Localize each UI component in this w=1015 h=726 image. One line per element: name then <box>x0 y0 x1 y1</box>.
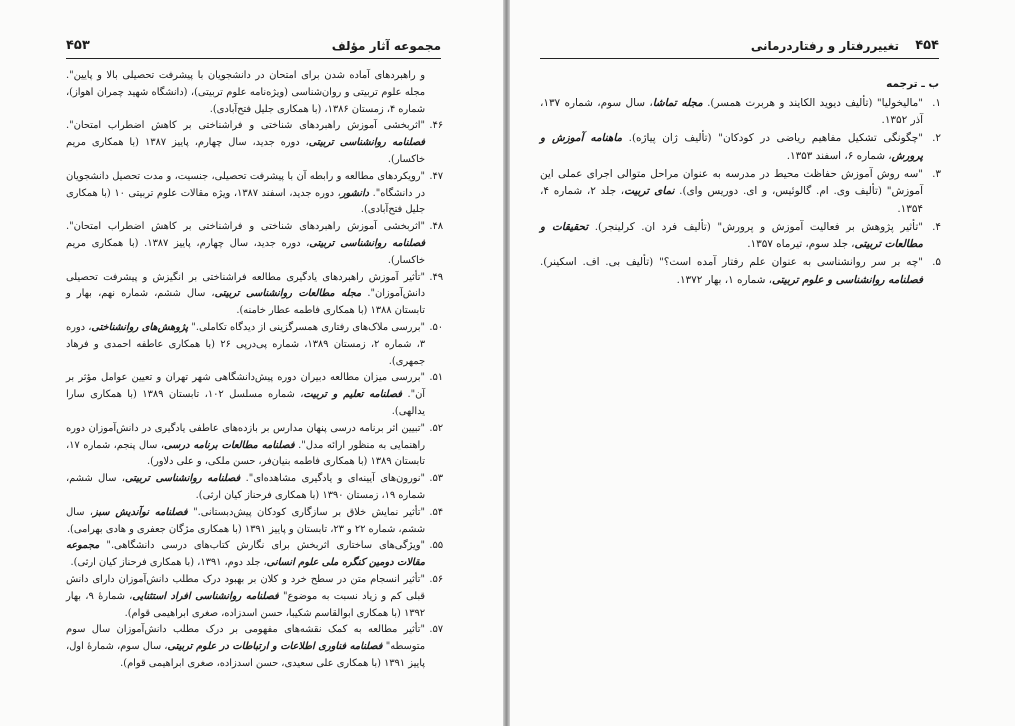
entry-details: ، شماره مسلسل ۱۰۲، تابستان ۱۳۸۹ (با همکاری سارا یدالهی). <box>66 389 425 417</box>
journal-title: مجله علوم تربیتی و روان‌شناسی (ویژه‌نامه علوم تربیتی) <box>194 86 425 98</box>
entry-number: ۵۱. <box>429 372 443 384</box>
entry-number: ۵۰. <box>429 321 443 333</box>
continuation-paragraph <box>66 68 441 118</box>
journal-title: دانشور <box>340 187 370 199</box>
journal-title: فصلنامه روانشناسی تربیتی <box>308 137 425 149</box>
bibliography-entry <box>66 320 441 370</box>
journal-title: تحقیقات و مطالعات تربیتی <box>540 220 923 251</box>
entry-details: ، شماره ۶، اسفند ۱۳۵۳. <box>786 149 892 162</box>
bibliography-entry <box>540 130 939 165</box>
entry-details: ، (دانشگاه شهید چمران اهواز)، شماره ۴، زمستان ۱۳۸۶، (با همکاری جلیل فتح‌آبادی). <box>66 86 425 115</box>
entry-text: "تأثیر انسجام متن در سطح خرد و کلان بر بهبود درک مطلب دانش‌آموزان دارای دانش قبلی کم و زیاد نسبت به موضوع" <box>66 573 425 602</box>
journal-title: پژوهش‌های روانشناختی <box>91 321 189 333</box>
entry-text: "چگونگی تشکیل مفاهیم ریاضی در کودکان" (تألیف ژان پیاژه). <box>622 132 923 145</box>
entry-details: ، سال ششم، شماره نهم، بهار و تابستان ۱۳۸۸ (با همکاری فاطمه عطار خامنه). <box>66 288 425 317</box>
right-page-body <box>540 76 939 289</box>
entry-text: "تأثیر آموزش راهبردهای یادگیری مطالعه فراشناختی بر انگیزش و پیشرفت تحصیلی دانش‌آموزان". <box>66 271 425 300</box>
entry-number: ۴۷. <box>429 170 443 182</box>
right-page <box>510 0 1015 726</box>
entry-number: ۵۷. <box>429 624 443 636</box>
entry-text: "چه بر سر روانشناسی به عنوان علم رفتار آمده است؟" (تألیف بی. اف. اسکینر). <box>540 256 923 269</box>
entry-text: "تأثیر پژوهش بر فعالیت آموزش و پرورش" (تألیف فرد ان. کرلینجر). <box>588 220 923 233</box>
entry-details: ، سال پنجم، شماره ۱۷، تابستان ۱۳۸۹ (با همکاری فاطمه بنیان‌فر، حسن ملکی، و علی دلاور). <box>66 439 425 468</box>
bibliography-entry <box>66 169 441 219</box>
journal-title: فصلنامه روانشناسی تربیتی <box>309 237 426 249</box>
entry-number: ۴۶. <box>429 120 443 132</box>
right-header-rule <box>540 58 939 59</box>
entry-number: ۱. <box>932 96 941 109</box>
entry-details: ، سال سوم، شمارهٔ اول، پاییز ۱۳۹۱ (با همکاری علی سعیدی، حسن اسدزاده، صغری ابراهیمی قوام). <box>66 641 425 669</box>
entry-number: ۵۴. <box>429 506 443 518</box>
bibliography-entry <box>66 572 441 622</box>
bibliography-entry <box>66 370 441 420</box>
entry-text: "بررسی ملاک‌های رفتاری همسرگزینی از دیدگاه تکاملی." <box>188 321 425 333</box>
entry-details: ، شمارهٔ ۹، بهار ۱۳۹۲ (با همکاری ابوالقاسم شکیبا، حسن اسدزاده، صغری ابراهیمی قوام). <box>66 590 425 619</box>
entry-text: "تبیین اثر برنامه درسی پنهان مدارس بر بازده‌های عاطفی یادگیری در دانش‌آموزان دوره راهنمایی به منظور ارائه مدل". <box>66 422 425 451</box>
journal-title: فصلنامه روانشناسی و علوم تربیتی <box>772 273 923 286</box>
bibliography-entry <box>540 95 939 130</box>
entry-number: ۴۸. <box>429 221 443 233</box>
left-page-running-title: مجموعه آثار مؤلف <box>331 39 441 53</box>
right-page-header <box>540 38 939 56</box>
bibliography-entry <box>66 471 441 505</box>
journal-title: فصلنامه تعلیم و تربیت <box>303 389 402 401</box>
entry-details: ، دوره جدید، سال چهارم، پاییز ۱۳۸۷ (با همکاری مریم خاکسار). <box>66 137 425 165</box>
entry-text: "نورون‌های آیینه‌ای و یادگیری مشاهده‌ای". <box>240 473 425 485</box>
entry-details: ، دوره ۳، شماره ۲، زمستان ۱۳۸۹، شماره پی‌درپی ۲۶ (با همکاری عاطفه احمدی و فرهاد جمهری). <box>66 321 426 367</box>
entry-number: ۴. <box>932 220 941 233</box>
journal-title: فصلنامه نوآندیش سبز <box>92 506 188 518</box>
entry-text: "تأثیر نمایش خلاق بر سازگاری کودکان پیش‌دبستانی." <box>187 506 425 518</box>
entry-number: ۴۹. <box>429 271 443 283</box>
entry-number: ۵۶. <box>429 573 443 585</box>
bibliography-entry <box>66 505 441 539</box>
entry-details: ، جلد ۲، شماره ۴، ۱۳۵۴. <box>540 185 923 215</box>
bibliography-entry <box>66 118 441 168</box>
section-heading: ب ـ ترجمه <box>886 78 939 90</box>
entry-details: ، جلد سوم، تیرماه ۱۳۵۷. <box>747 238 855 251</box>
right-page-running-title: تغییررفتار و رفتاردرمانی <box>750 39 899 53</box>
entry-text: "سه روش آموزش حفاظت محیط در مدرسه به عنوان مراحل متوالی اجرای عملی این آموزش" (تألیف وی. ام. گالوئیس، و ای. دوریس وای). <box>540 167 924 198</box>
left-page-number: ۴۵۳ <box>66 38 90 53</box>
left-page-header <box>66 38 441 56</box>
right-page-number: ۴۵۴ <box>915 38 939 53</box>
entry-text: "ویژگی‌های ساختاری اثربخش برای نگارش کتاب‌های درسی دانشگاهی." <box>99 540 425 552</box>
bibliography-entry <box>66 270 441 320</box>
journal-title: فصلنامه روانشناسی تربیتی <box>124 473 241 485</box>
entry-details: ، شماره ۱، بهار ۱۳۷۲. <box>676 273 773 286</box>
journal-title: مجموعه مقالات دومین کنگره ملی علوم انسانی <box>66 540 425 569</box>
entry-number: ۵. <box>932 256 941 269</box>
entry-details: ، دوره جدید، اسفند ۱۳۸۷، ویژه مقالات علوم تربیتی ۱۰ (با همکاری جلیل فتح‌آبادی). <box>66 187 425 216</box>
entry-number: ۵۳. <box>429 473 443 485</box>
entry-details: ، جلد دوم، ۱۳۹۱، (با همکاری فرحناز کیان ارثی). <box>70 557 267 569</box>
bibliography-entry <box>66 538 441 572</box>
entry-text: "تأثیر مطالعه به کمک نقشه‌های مفهومی بر درک مطلب دانش‌آموزان سال سوم متوسطه" <box>66 624 425 653</box>
bibliography-entry <box>540 166 939 219</box>
left-page-body <box>66 68 441 673</box>
entry-number: ۵۲. <box>429 422 443 434</box>
book-spine <box>503 0 510 726</box>
bibliography-entry <box>540 254 939 289</box>
journal-title: فصلنامه روانشناسی افراد استثنایی <box>132 590 279 602</box>
journal-title: مجله تماشا <box>652 96 703 109</box>
entry-number: ۳. <box>932 167 941 180</box>
journal-title: ماهنامه آموزش و پرورش <box>540 132 923 162</box>
entry-details: ، سال سوم، شماره ۱۳۷، آذر ۱۳۵۲. <box>540 96 923 127</box>
journal-title: فصلنامه مطالعات برنامه درسی <box>164 439 295 451</box>
entry-details: ، سال ششم، شماره ۱۹، زمستان ۱۳۹۰ (با همکاری فرحناز کیان ارثی). <box>66 473 425 501</box>
entry-number: ۲. <box>932 132 941 145</box>
entry-text: "بررسی میزان مطالعه دبیران دوره پیش‌دانشگاهی شهر تهران و تعیین عوامل مؤثر بر آن". <box>66 372 425 401</box>
entry-text: "مالیخولیا" (تألیف دیوید الکایند و هربرت همسر). <box>702 96 924 109</box>
entry-text: و راهبردهای آماده شدن برای امتحان در دانشجویان با پیشرفت تحصیلی بالا و پایین". <box>66 70 425 81</box>
left-header-rule <box>66 58 441 59</box>
entry-details: ، دوره جدید، سال چهارم، پاییز ۱۳۸۷. (با همکاری مریم خاکسار). <box>66 237 425 266</box>
journal-title: فصلنامه فناوری اطلاعات و ارتباطات در علوم تربیتی <box>167 641 383 653</box>
entry-number: ۵۵. <box>429 540 443 552</box>
entry-text: "اثربخشی آموزش راهبردهای شناختی و فراشناختی بر کاهش اضطراب امتحان". <box>66 120 425 132</box>
bibliography-entry <box>540 219 939 254</box>
entry-text: "رویکردهای مطالعه و رابطه آن با پیشرفت تحصیلی، جنسیت، و مدت تحصیل دانشجویان در دانشگاه". <box>66 170 425 199</box>
bibliography-entry <box>66 622 441 672</box>
bibliography-entry <box>66 219 441 269</box>
journal-title: مجله مطالعات روانشناسی تربیتی <box>214 288 362 300</box>
journal-title: نمای تربیت <box>624 185 675 198</box>
entry-details: ، سال ششم، شماره ۲۲ و ۲۳، تابستان و پاییز ۱۳۹۱ (با همکاری مژگان جعفری و هادی بهرامی). <box>66 506 425 535</box>
entry-text: "اثربخشی آموزش راهبردهای شناختی و فراشناختی بر کاهش اضطراب امتحان". <box>66 221 425 233</box>
left-page <box>0 0 503 726</box>
bibliography-entry <box>66 421 441 471</box>
